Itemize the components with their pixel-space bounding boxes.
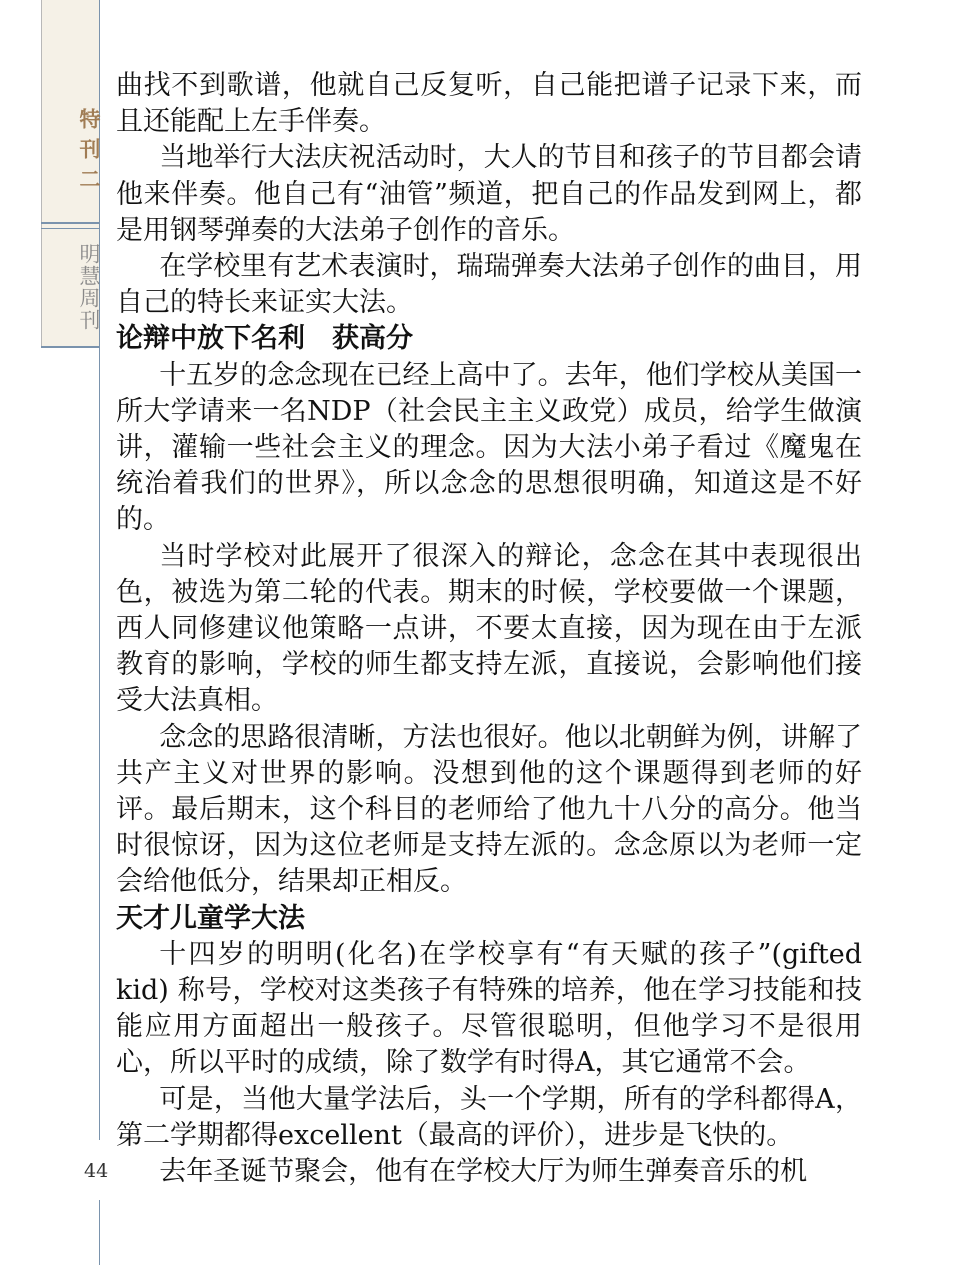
side-divider <box>41 222 99 224</box>
margin-rule <box>99 346 100 1140</box>
paragraph: 十四岁的明明(化名)在学校享有“有天赋的孩子”(gifted kid) 称号，学校对这类孩子有特殊的培养，他在学习技能和技能应用方面超出一般孩子。尽管很聪明，但他学习不是很用心，所以平时的成绩，除了数学有时得A，其它通常不会。 <box>116 938 862 1079</box>
paragraph: 念念的思路很清晰，方法也很好。他以北朝鲜为例，讲解了共产主义对世界的影响。没想到他的这个课题得到老师的好评。最后期末，这个科目的老师给了他九十八分的高分。他当时很惊讶，因为这位老师是支持左派的。念念原以为老师一定会给他低分，结果却正相反。 <box>116 721 862 898</box>
publication-label: 明慧周刊 <box>77 243 101 331</box>
section-heading: 论辩中放下名利 获高分 <box>116 323 413 355</box>
paragraph: 当时学校对此展开了很深入的辩论，念念在其中表现很出色，被选为第二轮的代表。期末的时候，学校要做一个课题，西人同修建议他策略一点讲，不要太直接，因为现在由于左派教育的影响，学校的师生都支持左派，直接说，会影响他们接受大法真相。 <box>116 540 862 717</box>
paragraph: 曲找不到歌谱，他就自己反复听，自己能把谱子记录下来，而且还能配上左手伴奏。 <box>116 70 862 138</box>
side-divider-thin <box>41 228 99 229</box>
paragraph: 十五岁的念念现在已经上高中了。去年，他们学校从美国一所大学请来一名NDP（社会民主主义政党）成员，给学生做演讲，灌输一些社会主义的理念。因为大法小弟子看过《魔鬼在统治着我们的世界》，所以念念的思想很明确，知道这是不好的。 <box>116 359 862 536</box>
section-heading: 天才儿童学大法 <box>116 902 305 934</box>
paragraph: 去年圣诞节聚会，他有在学校大厅为师生弹奏音乐的机 <box>159 1156 808 1188</box>
paragraph: 当地举行大法庆祝活动时，大人的节目和孩子的节目都会请他来伴奏。他自己有“油管”频道，把自己的作品发到网上，都是用钢琴弹奏的大法弟子创作的音乐。 <box>116 142 862 246</box>
special-issue-label: 特刊二 <box>77 108 101 198</box>
page-number: 44 <box>84 1160 109 1182</box>
side-bottom-rule <box>41 346 99 348</box>
margin-rule <box>99 1200 100 1265</box>
article-body <box>116 68 862 1190</box>
paragraph: 可是，当他大量学法后，头一个学期，所有的学科都得A，第二学期都得excellent（最高的评价），进步是飞快的。 <box>116 1083 862 1151</box>
paragraph: 在学校里有艺术表演时，瑞瑞弹奏大法弟子创作的曲目，用自己的特长来证实大法。 <box>116 251 862 319</box>
